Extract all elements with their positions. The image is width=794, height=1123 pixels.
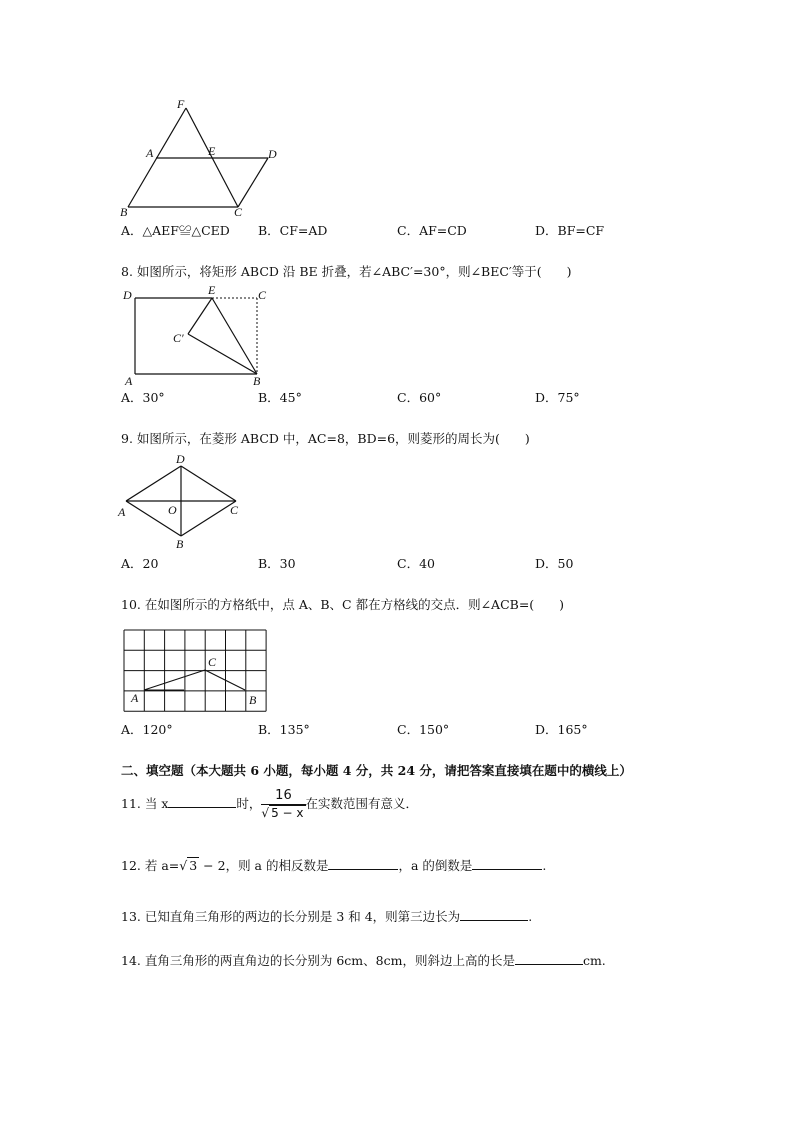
q13-end: .	[528, 909, 533, 924]
q9-label-c: C	[230, 503, 239, 517]
q12-sqrt-sign: √	[179, 858, 188, 873]
q11-radicand-b: − x	[278, 806, 304, 820]
q7-label-a: A	[146, 146, 154, 160]
q11-fraction	[261, 788, 305, 821]
q8-figure	[115, 284, 275, 389]
q9-label-a: A	[118, 505, 126, 519]
q10-option-d: D．165°	[535, 722, 588, 737]
q12	[121, 857, 546, 874]
q8-label-a: A	[125, 374, 133, 388]
q10-option-c: C．150°	[397, 722, 450, 737]
q11-denominator: √ 5 − x	[261, 806, 304, 820]
q10-stem: 10. 在如图所示的方格纸中，点 A、B、C 都在方格线的交点．则∠ACB=( )	[121, 597, 565, 612]
q9-option-b: B．30	[258, 556, 296, 571]
q14	[121, 952, 606, 969]
q7-figure	[110, 95, 290, 220]
q8-option-b: B．45°	[258, 390, 302, 405]
q9-option-d: D．50	[535, 556, 574, 571]
q13-blank[interactable]	[460, 908, 528, 921]
q13	[121, 908, 532, 925]
q11-blank[interactable]	[168, 795, 236, 808]
q12-blank-1[interactable]	[328, 857, 398, 870]
q14-pre: 14. 直角三角形的两直角边的长分别为 6cm、8cm，则斜边上高的长是	[121, 953, 515, 968]
q9-label-o: O	[168, 503, 177, 517]
q11-pre: 11. 当 x	[121, 796, 169, 811]
q7-option-c: C．AF=CD	[397, 223, 467, 238]
q10-option-a: A．120°	[121, 722, 173, 737]
q11-post: 在实数范围有意义．	[305, 796, 419, 811]
q13-pre: 13. 已知直角三角形的两边的长分别是 3 和 4，则第三边长为	[121, 909, 461, 924]
q7-label-e: E	[208, 144, 216, 158]
q12-mid1: ，则 a 的相反数是	[225, 858, 329, 873]
q11-mid: 时，	[236, 796, 262, 811]
q9-figure	[115, 450, 250, 552]
q9-option-a: A．20	[121, 556, 159, 571]
q12-pre: 12. 若 a=	[121, 858, 180, 873]
q8-label-b: B	[253, 374, 261, 388]
q7-option-b: B．CF=AD	[258, 223, 328, 238]
q12-mid2: ，a 的倒数是	[398, 858, 473, 873]
q8-option-a: A．30°	[121, 390, 165, 405]
q7-option-a: A．△AEF≌△CED	[121, 223, 230, 238]
q7-option-d: D．BF=CF	[535, 223, 605, 238]
q11-numerator: 16	[261, 788, 305, 805]
q7-label-d: D	[268, 147, 277, 161]
q8-label-d: D	[123, 288, 132, 302]
q10-option-b: B．135°	[258, 722, 310, 737]
q12-blank-2[interactable]	[472, 857, 542, 870]
q11-radicand-a: 5	[271, 806, 279, 820]
q14-blank[interactable]	[515, 952, 583, 965]
q8-stem: 8. 如图所示，将矩形 ABCD 沿 BE 折叠，若∠ABC′=30°，则∠BEC′等于( )	[121, 264, 572, 279]
q10-label-c: C	[208, 655, 217, 669]
q10-figure	[118, 622, 273, 714]
q10-label-a: A	[131, 691, 139, 705]
q8-option-c: C．60°	[397, 390, 442, 405]
q8-label-e: E	[208, 284, 216, 297]
q11	[121, 786, 418, 822]
q8-label-c: C	[258, 288, 267, 302]
section-2-title: 二、填空题（本大题共 6 小题，每小题 4 分，共 24 分，请把答案直接填在题中的横线上）	[121, 763, 632, 778]
q8-option-d: D．75°	[535, 390, 580, 405]
q12-radicand: 3	[189, 858, 198, 873]
q9-label-d: D	[176, 452, 185, 466]
q14-end: cm.	[582, 953, 606, 968]
q9-option-c: C．40	[397, 556, 435, 571]
q8-label-cprime: C′	[173, 331, 184, 345]
q7-label-c: C	[234, 205, 243, 219]
q10-label-b: B	[249, 693, 257, 707]
q7-label-f: F	[177, 97, 185, 111]
q7-label-b: B	[120, 205, 128, 219]
q9-label-b: B	[176, 537, 184, 551]
q9-stem: 9. 如图所示，在菱形 ABCD 中，AC=8，BD=6，则菱形的周长为( )	[121, 431, 530, 446]
q12-after-root: − 2	[199, 858, 226, 873]
q12-end: .	[542, 858, 547, 873]
